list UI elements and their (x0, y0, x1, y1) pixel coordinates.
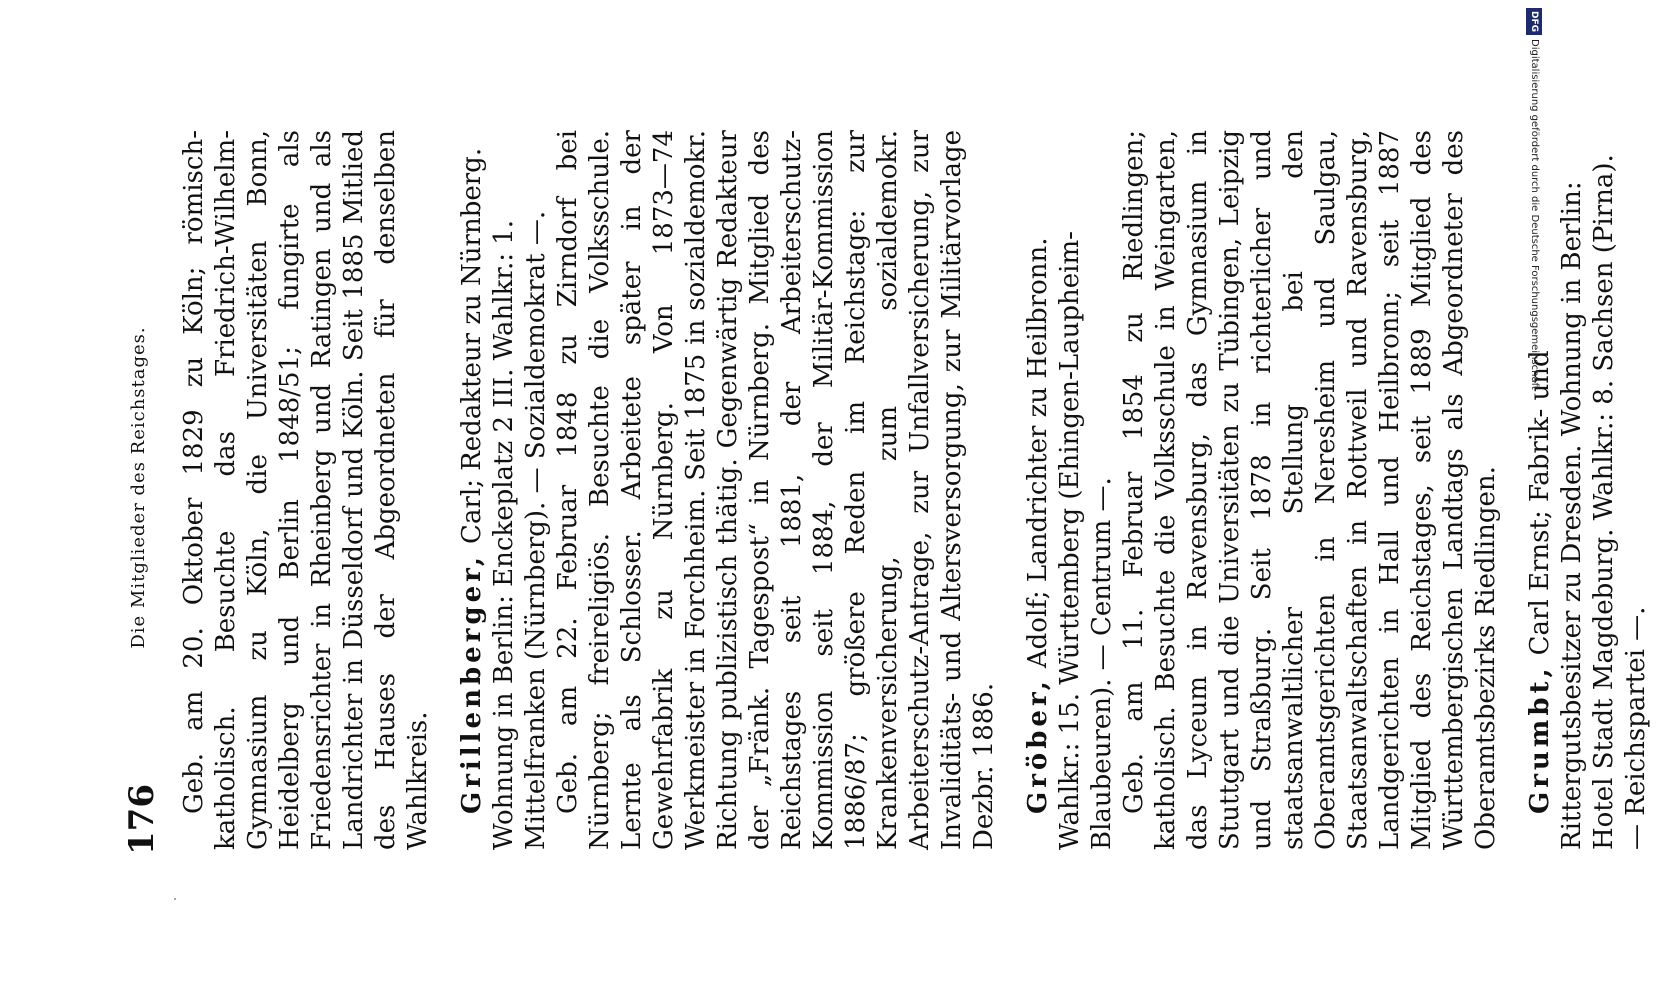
funding-note-label: Digitalisierung gefördert durch die Deutsche Forschungsgemeinschaft - (1529, 39, 1540, 397)
running-head: Die Mitglieder des Reichstages. (128, 326, 149, 649)
page-header (118, 120, 178, 855)
entry-paragraph: Geb. am 20. Oktober 1829 zu Köln; römisch-katholisch. Besuchte das Friedrich-Wilhelm-Gymnasium zu Köln, die Universitäten Bonn, Heidelberg und Berlin 1848/51; fungirte als Friedensrichter in Rheinberg und Ratingen und als Landrichter in Düsseldorf und Köln. Seit 1885 Mitlied des Hauses der Abgeordneten für denselben Wahlkreis. (179, 130, 433, 850)
page-body (178, 130, 1674, 850)
entry-paragraph: Geb. am 22. Februar 1848 zu Zirndorf bei Nürnberg; freireligiös. Besuchte die Volksschule. Lernte als Schlosser. Arbeitete später in der Gewehrfabrik zu Nürnberg. Von 1873—74 Werkmeister in Forchheim. Seit 1875 in sozialdemokr. Richtung publizistisch thätig. Gegenwärtig Redakteur der „Fränk. Tagespost“ in Nürnberg. Mitglied des Reichstages seit 1881, der Arbeiterschutz-Kommission seit 1884, der Militär-Kommission 1886/87; größere Reden im Reichstage: zur Krankenversicherung, zum sozialdemokr. Arbeiterschutz-Antrage, zur Unfallversicherung, zur Invaliditäts- und Altersversorgung, zur Militärvorlage Dezbr. 1886. (553, 130, 999, 850)
page-number: 176 (122, 784, 162, 855)
dfg-logo: DFG (1526, 8, 1542, 35)
member-details: Carl Ernst; Fabrik- und Rittergutsbesitzer zu Dresden. Wohnung in Berlin: Hotel Stadt Magdeburg. Wahlkr.: 8. Sachsen (Pirna). — Reichspartei —. (1525, 154, 1651, 850)
member-name: Grumbt, (1525, 664, 1555, 814)
entry-groeber (1022, 130, 1502, 850)
entry-heading (456, 130, 552, 850)
member-name: Grillenberger, (457, 553, 487, 814)
entry-heading (1524, 130, 1652, 850)
entry-grillenberger (456, 130, 1000, 850)
entry-paragraph: Geb. am 11. Februar 1854 zu Riedlingen; katholisch. Besuchte die Volksschule in Weingarten, das Lyceum in Ravensburg, das Gymnasium in Stuttgart und die Universitäten zu Tübingen, Leipzig und Straßburg. Seit 1878 in richterlicher und staatsanwaltlicher Stellung bei den Oberamtsgerichten in Neresheim und Saulgau, Staatsanwaltschaften in Rottweil und Ravensburg, Landgerichten in Hall und Heilbronn; seit 1887 Mitglied des Reichstages, seit 1889 Mitglied des Württembergischen Landtags als Abgeordneter des Oberamtsbezirks Riedlingen. (1119, 130, 1501, 850)
funding-note (1526, 8, 1542, 398)
member-details: Carl; Redakteur zu Nürnberg. Wohnung in Berlin: Enckeplatz 2 III. Wahlkr.: 1. Mittelfranken (Nürnberg). — Sozialdemokrat —. (457, 147, 551, 850)
funding-note-text (1526, 8, 1542, 398)
entry-continuation (178, 130, 434, 850)
entry-grumbt (1524, 130, 1652, 850)
speck-mark (174, 898, 176, 900)
member-name: Gröber, (1023, 677, 1053, 814)
member-details: Adolf; Landrichter zu Heilbronn. Wahlkr.: 15. Württemberg (Ehingen-Laupheim-Blaubeuren). — Centrum —. (1023, 231, 1117, 850)
entry-heading (1022, 130, 1118, 850)
